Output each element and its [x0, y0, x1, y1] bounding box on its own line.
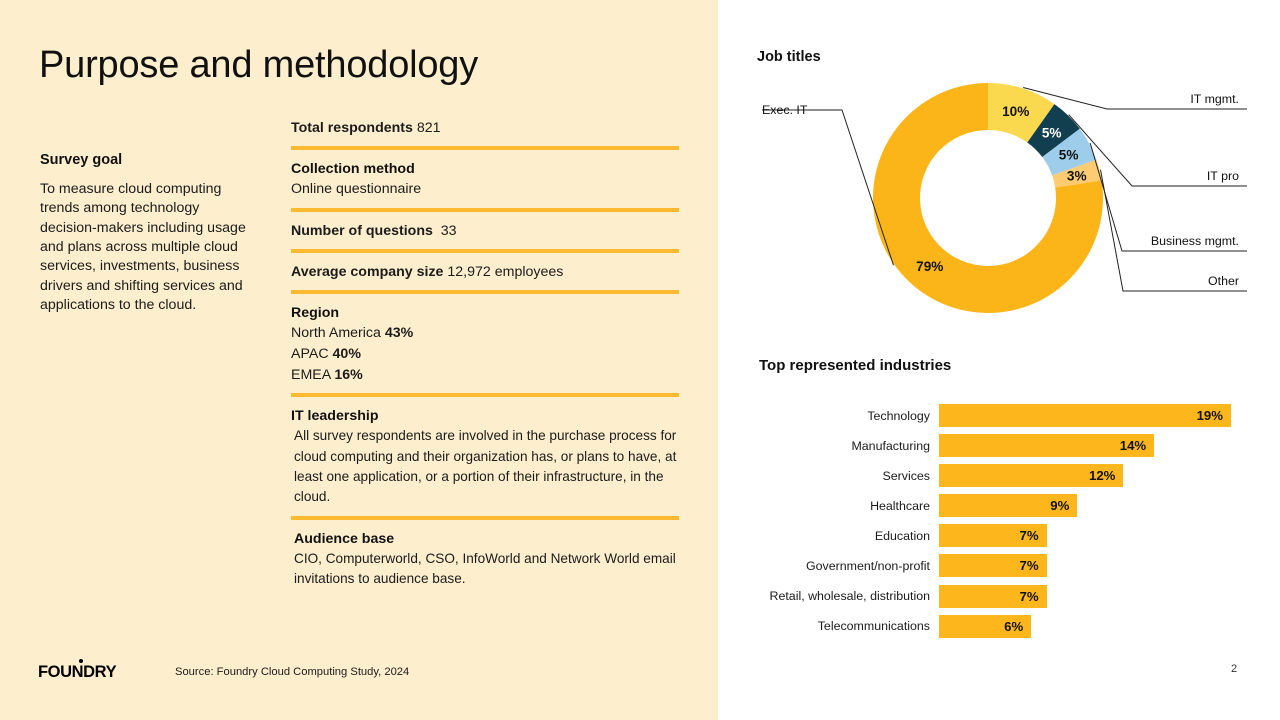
- bar-chart-title: Top represented industries: [759, 357, 952, 374]
- region-name: APAC: [291, 345, 329, 362]
- region-value: 16%: [334, 366, 363, 383]
- bar-track: [939, 585, 1244, 608]
- donut-value-label: 5%: [1058, 147, 1079, 163]
- region-name: North America: [291, 325, 381, 342]
- fact-value-collection-method: Online questionnaire: [291, 181, 422, 198]
- bar-category-label: Government/non-profit: [806, 558, 930, 573]
- region-value: 43%: [384, 325, 414, 342]
- bar-track: [939, 554, 1244, 577]
- bar-value-label: 19%: [1196, 408, 1223, 423]
- donut-label-it-pro: IT pro: [1206, 169, 1239, 183]
- bar-fill: [939, 434, 1154, 457]
- donut-value-label: 79%: [916, 258, 944, 274]
- donut-value-label: 3%: [1066, 168, 1087, 184]
- fact-value-number-of-questions: 33: [440, 222, 457, 239]
- donut-value-label: 10%: [1002, 103, 1030, 119]
- fact-label-collection-method: Collection method: [291, 161, 415, 178]
- bar-track: [939, 524, 1244, 547]
- fact-label-audience-base: Audience base: [294, 530, 395, 547]
- bar-track: [939, 615, 1244, 638]
- divider-rule: [291, 516, 679, 520]
- top-industries-bar-chart: [744, 404, 1244, 645]
- survey-goal-body: To measure cloud computing trends among technology decision-makers including usage and plans across multiple cloud services, investments, business drivers and shifting services and applications to the cloud.: [40, 181, 246, 313]
- bar-fill: [939, 494, 1077, 517]
- fact-collection-method: [291, 159, 679, 200]
- bar-row: [744, 434, 1244, 457]
- bar-category-label: Healthcare: [870, 498, 930, 513]
- divider-rule: [291, 146, 679, 150]
- bar-row: [744, 554, 1244, 577]
- region-row: [291, 365, 679, 386]
- methodology-facts-list: [291, 118, 679, 590]
- divider-rule: [291, 393, 679, 397]
- bar-fill: [939, 464, 1123, 487]
- bar-category-label: Telecommunications: [817, 619, 930, 634]
- bar-category-label: Manufacturing: [851, 438, 930, 453]
- page-title: Purpose and methodology: [39, 44, 479, 86]
- fact-average-company-size: [291, 262, 679, 282]
- bar-track: [939, 434, 1244, 457]
- bar-category-label: Technology: [867, 408, 930, 423]
- fact-value-average-company-size: 12,972 employees: [447, 264, 564, 281]
- job-titles-donut-chart: [750, 70, 1250, 330]
- bar-track: [939, 404, 1244, 427]
- fact-value-audience-base: CIO, Computerworld, CSO, InfoWorld and Network World email invitations to audience base.: [294, 551, 676, 587]
- bar-track: [939, 464, 1244, 487]
- bar-row: [744, 464, 1244, 487]
- survey-goal-heading: Survey goal: [40, 152, 123, 168]
- page-number: 2: [1231, 663, 1238, 675]
- region-name: EMEA: [291, 366, 331, 383]
- bar-row: [744, 524, 1244, 547]
- divider-rule: [291, 208, 679, 212]
- fact-audience-base: [291, 529, 679, 590]
- fact-number-of-questions: [291, 221, 679, 241]
- donut-label-it-mgmt: IT mgmt.: [1190, 92, 1239, 106]
- bar-row: [744, 615, 1244, 638]
- region-row: [291, 344, 679, 365]
- donut-slices: [873, 83, 1103, 313]
- bar-row: [744, 404, 1244, 427]
- source-note: Source: Foundry Cloud Computing Study, 2024: [175, 666, 410, 678]
- fact-value-it-leadership: All survey respondents are involved in the purchase process for cloud computing and their organization has, or plans to have, at least one application, or a portion of their infrastructure, in the cloud.: [294, 428, 677, 505]
- bar-value-label: 9%: [1050, 498, 1070, 514]
- foundry-logo-text: FOUNDRY: [38, 663, 117, 681]
- donut-svg: [750, 70, 1250, 330]
- fact-label-number-of-questions: Number of questions: [291, 222, 433, 239]
- survey-goal-block: [40, 152, 255, 315]
- bar-fill: [939, 524, 1047, 547]
- bar-fill: [939, 585, 1047, 608]
- bar-fill: [939, 615, 1031, 638]
- fact-label-average-company-size: Average company size: [291, 264, 444, 281]
- bar-value-label: 7%: [1019, 588, 1039, 604]
- divider-rule: [291, 290, 679, 294]
- fact-region: [291, 303, 679, 385]
- fact-total-respondents: [291, 118, 679, 138]
- fact-label-total-respondents: Total respondents: [291, 120, 413, 136]
- fact-label-region: Region: [291, 305, 340, 322]
- region-value: 40%: [332, 345, 361, 362]
- donut-chart-title: Job titles: [757, 49, 821, 65]
- donut-label-exec-it: Exec. IT: [762, 103, 808, 117]
- region-row: [291, 323, 679, 344]
- donut-label-other: Other: [1208, 274, 1239, 288]
- bar-track: [939, 494, 1244, 517]
- fact-value-total-respondents: 821: [416, 120, 441, 136]
- foundry-logo-dot-icon: [79, 659, 84, 664]
- foundry-logo: [38, 663, 116, 682]
- bar-category-label: Education: [874, 528, 930, 543]
- donut-value-label: 5%: [1041, 125, 1062, 141]
- bar-value-label: 14%: [1119, 438, 1147, 454]
- bar-row: [744, 494, 1244, 517]
- bar-value-label: 7%: [1019, 528, 1039, 544]
- bar-category-label: Services: [882, 468, 930, 483]
- bar-value-label: 12%: [1089, 468, 1116, 484]
- fact-it-leadership: [291, 406, 679, 508]
- fact-label-it-leadership: IT leadership: [291, 408, 379, 425]
- divider-rule: [291, 249, 679, 253]
- donut-label-business-mgmt: Business mgmt.: [1150, 234, 1239, 248]
- bar-value-label: 6%: [1004, 618, 1024, 634]
- bar-category-label: Retail, wholesale, distribution: [769, 589, 930, 604]
- bar-row: [744, 585, 1244, 608]
- donut-leader-line: [1100, 170, 1247, 291]
- bar-value-label: 7%: [1019, 558, 1039, 574]
- bar-fill: [939, 554, 1047, 577]
- bar-fill: [939, 404, 1231, 427]
